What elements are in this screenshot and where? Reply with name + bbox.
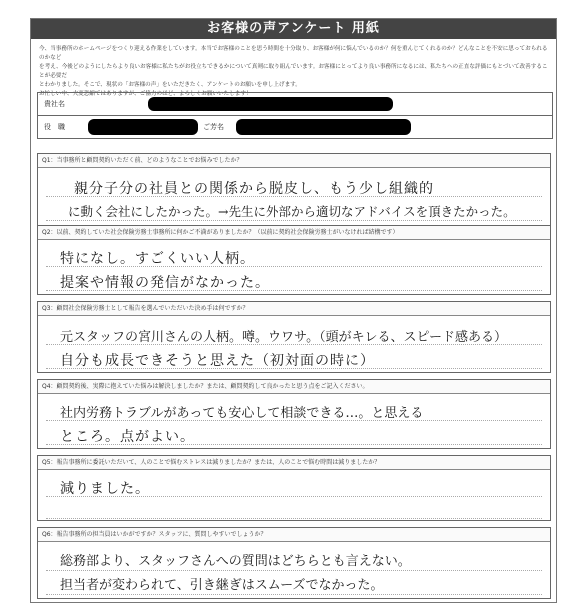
handwritten-line: 社内労務トラブルがあっても安心して相談できる…。と思える bbox=[60, 406, 424, 421]
question-header: Q5：報告事務所に委託いただいて、人のことで悩むストレスは減りましたか？または、人のことで悩む時間は減りましたか？ bbox=[38, 456, 550, 470]
ruled-line bbox=[46, 518, 542, 519]
redacted-position bbox=[88, 119, 198, 135]
question-4 bbox=[37, 379, 551, 449]
redacted-company bbox=[148, 97, 393, 111]
intro-line: とわかりました。そこで、現状の「お客様の声」をいただきたく、アンケートのお願いを申し上げます。 bbox=[39, 82, 301, 88]
intro-line: を考え、今後どのようにしたらより良いお客様に私たちがお役立ちできるかについて真剣に取り組んでいます。お客様にとってより良い事務所になるには、私たちへの正直な評価にもとづいて改善することが必要だ bbox=[39, 64, 548, 79]
question-2 bbox=[37, 225, 551, 295]
ruled-line bbox=[46, 220, 542, 221]
handwritten-line: 減りました。 bbox=[60, 481, 150, 497]
company-row bbox=[38, 93, 552, 116]
question-header: Q6：報告事務所の担当員はいかがですか？スタッフに、質問しやすいでしょうか？ bbox=[38, 528, 550, 542]
question-header: Q1：当事務所と顧問契約いただく前、どのようなことでお悩みでしたか？ bbox=[38, 154, 550, 168]
survey-title: お客様の声アンケート 用紙 bbox=[31, 19, 556, 39]
handwritten-line: 親分子分の社員との関係から脱皮し、もう少し組織的 bbox=[74, 181, 434, 197]
handwritten-line: 特になし。すごくいい人柄。 bbox=[60, 251, 255, 267]
question-header: Q3：顧問社会保険労務士として報告を選んでいただいた決め手は何ですか？ bbox=[38, 302, 550, 316]
intro-text bbox=[39, 45, 549, 99]
position-label: 役 職 bbox=[44, 123, 65, 131]
survey-sheet bbox=[30, 18, 557, 603]
position-row bbox=[38, 116, 552, 138]
handwritten-line: 提案や情報の発信がなかった。 bbox=[60, 275, 270, 291]
handwritten-line: ところ。点がよい。 bbox=[60, 429, 195, 445]
ruled-line bbox=[46, 594, 542, 595]
handwritten-line: 元スタッフの宮川さんの人柄。噂。ウワサ。（頭がキレる、スピード感ある） bbox=[60, 330, 507, 345]
question-5 bbox=[37, 455, 551, 521]
intro-line: 今、当事務所のホームページをつくり迎える作業をしています。本当でお客様のことを思う時間を十分取り、お客様が何に悩んでいるのか？何を重んじてくれるのか？どんなことを不安に思っておられるのかなど bbox=[39, 46, 548, 61]
company-label: 貴社名 bbox=[44, 100, 65, 108]
name-label: ご芳名 bbox=[203, 123, 224, 131]
redacted-name bbox=[236, 119, 411, 135]
question-6 bbox=[37, 527, 551, 599]
intro-line: お忙しい中、大変恐縮ではありますが、ご協力のほど、よろしくお願いいたします！ bbox=[39, 91, 252, 97]
respondent-info bbox=[37, 92, 553, 139]
handwritten-line: 自分も成長できそうと思えた（初対面の時に） bbox=[60, 353, 375, 369]
handwritten-line: 担当者が変わられて、引き継ぎはスムーズでなかった。 bbox=[60, 578, 384, 593]
handwritten-line: 総務部より、スタッフさんへの質問はどちらとも言えない。 bbox=[60, 554, 411, 569]
ruled-line bbox=[46, 570, 542, 571]
handwritten-line: に動く会社にしたかった。→先生に外部から適切なアドバイスを頂きたかった。 bbox=[68, 204, 516, 219]
question-3 bbox=[37, 301, 551, 373]
question-header: Q4：顧問契約後、実際に抱えていた悩みは解決しましたか？または、顧問契約して良かったと思う点をご記入ください。 bbox=[38, 380, 550, 394]
question-header: Q2：以前、契約していた社会保険労務士事務所に何かご不満がありましたか？（以前に契約社会保険労務士がいなければ結構です） bbox=[38, 226, 550, 240]
